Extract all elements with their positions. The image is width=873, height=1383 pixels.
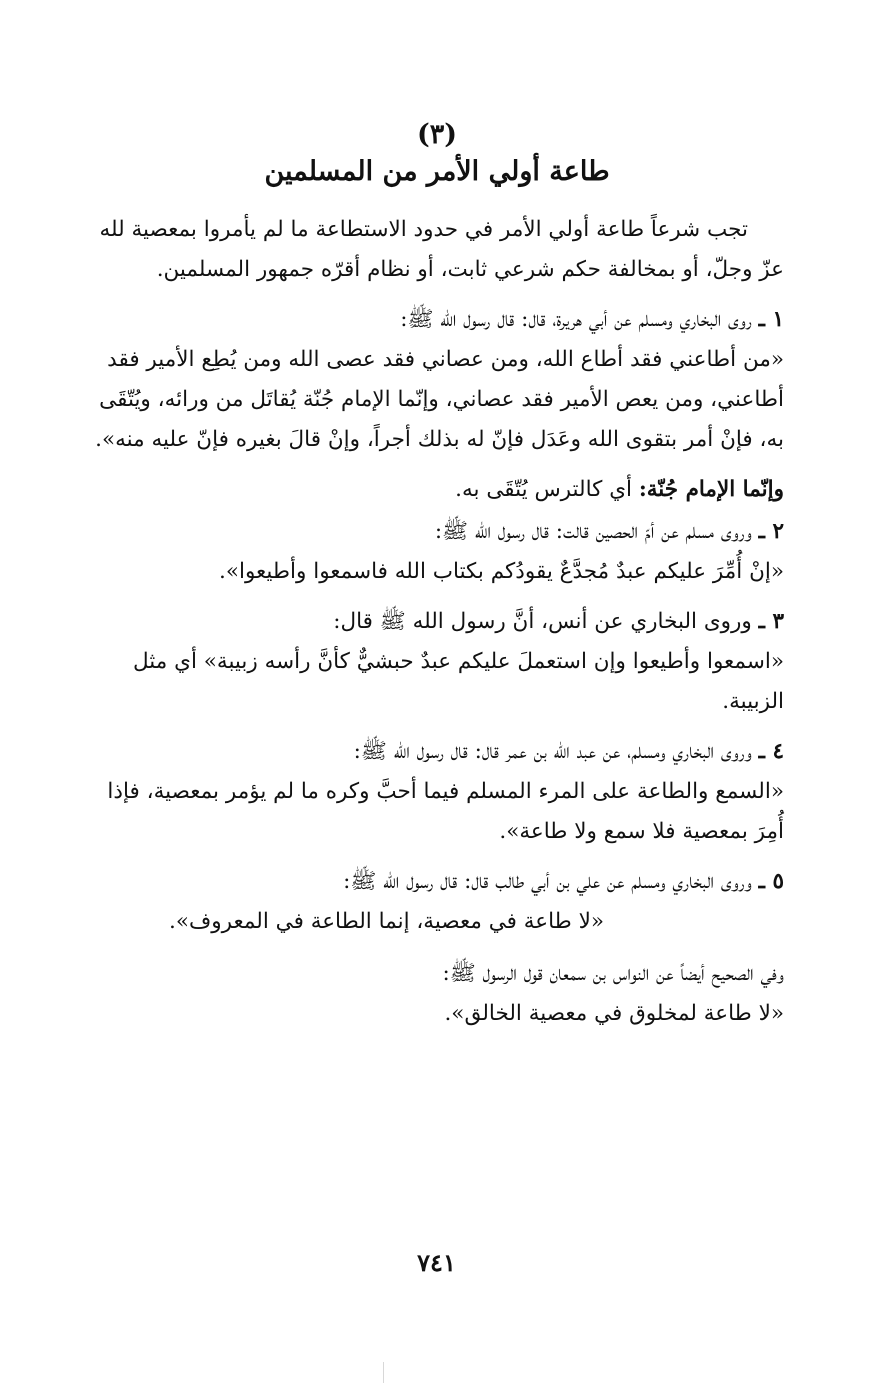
hadith-quote: «إنْ أُمِّرَ عليكم عبدٌ مُجدَّعٌ يقودُكم بكتاب الله فاسمعوا وأطيعوا».: [218, 559, 784, 584]
chapter-title: طاعة أولي الأمر من المسلمين: [264, 156, 610, 187]
hadith-quote: «اسمعوا وأطيعوا وإن استعملَ عليكم عبدٌ حبشيٌّ كأنَّ رأسه زبيبة» أي مثل الزبيبة.: [133, 649, 784, 714]
explanation-text: أي كالترس يُتّقَى به.: [455, 477, 639, 502]
intro-paragraph: تجب شرعاً طاعة أولي الأمر في حدود الاستطاعة ما لم يأمروا بمعصية لله عزّ وجلّ، أو بمخالفة حكم شرعي ثابت، أو نظام أقرّه جمهور المسلمين.: [99, 217, 784, 282]
item-number: ٣ ـ: [758, 609, 784, 634]
page-number: ٧٤١: [417, 1248, 456, 1277]
hadith-lead-text: روى البخاري ومسلم عن أبي هريرة، قال: قال رسول الله ﷺ:: [400, 307, 752, 332]
hadith-quote: «لا طاعة في معصية، إنما الطاعة في المعروف».: [168, 909, 604, 934]
hadith-item-3: [90, 602, 784, 722]
hadith-item-5: [90, 862, 784, 942]
hadith-lead-text: وروى البخاري ومسلم عن علي بن أبي طالب قال: قال رسول الله ﷺ:: [343, 869, 752, 894]
scan-edge-mark: [383, 1362, 384, 1383]
hadith-lead: [90, 602, 784, 642]
hadith-lead: [90, 732, 784, 772]
hadith-lead: [90, 862, 784, 902]
hadith-lead: [90, 512, 784, 552]
explanation-term: وإنّما الإمام جُنّة:: [638, 477, 784, 502]
item-number: ٢ ـ: [758, 519, 784, 544]
hadith-quote: «من أطاعني فقد أطاع الله، ومن عصاني فقد عصى الله ومن يُطِع الأمير فقد أطاعني، ومن يعص الأمير فقد عصاني، وإنّما الإمام جُنّة يُقاتَل من ورائه، ويُتّقَى به، فإنْ أمر بتقوى الله وعَدَل فإنّ له بذلك أجراً، وإنْ قالَ بغيره فإنّ عليه منه».: [95, 347, 784, 452]
explanation-note: [90, 470, 784, 510]
item-number: ١ ـ: [758, 307, 784, 332]
hadith-quote: «السمع والطاعة على المرء المسلم فيما أحبَّ وكره ما لم يؤمر بمعصية، فإذا أُمِرَ بمعصية فلا سمع ولا طاعة».: [107, 779, 784, 844]
hadith-item-1: [90, 300, 784, 510]
hadith-lead-text: وروى البخاري عن أنس، أنَّ رسول الله ﷺ قال:: [333, 609, 752, 634]
hadith-lead: [90, 300, 784, 340]
hadith-item-4: [90, 732, 784, 852]
item-number: ٤ ـ: [758, 739, 784, 764]
closing-quote: «لا طاعة لمخلوق في معصية الخالق».: [444, 1001, 784, 1026]
page-body: [90, 118, 784, 1034]
hadith-lead-text: وروى مسلم عن أمّ الحصين قالت: قال رسول الله ﷺ:: [434, 519, 752, 544]
chapter-number: (٣): [416, 119, 458, 150]
hadith-item-2: [90, 512, 784, 592]
hadith-lead-text: وروى البخاري ومسلم، عن عبد الله بن عمر قال: قال رسول الله ﷺ:: [353, 739, 752, 764]
closing-hadith: [90, 954, 784, 1034]
item-number: ٥ ـ: [758, 869, 784, 894]
closing-lead: وفي الصحيح أيضاً عن النواس بن سمعان قول الرسول ﷺ:: [442, 961, 784, 986]
